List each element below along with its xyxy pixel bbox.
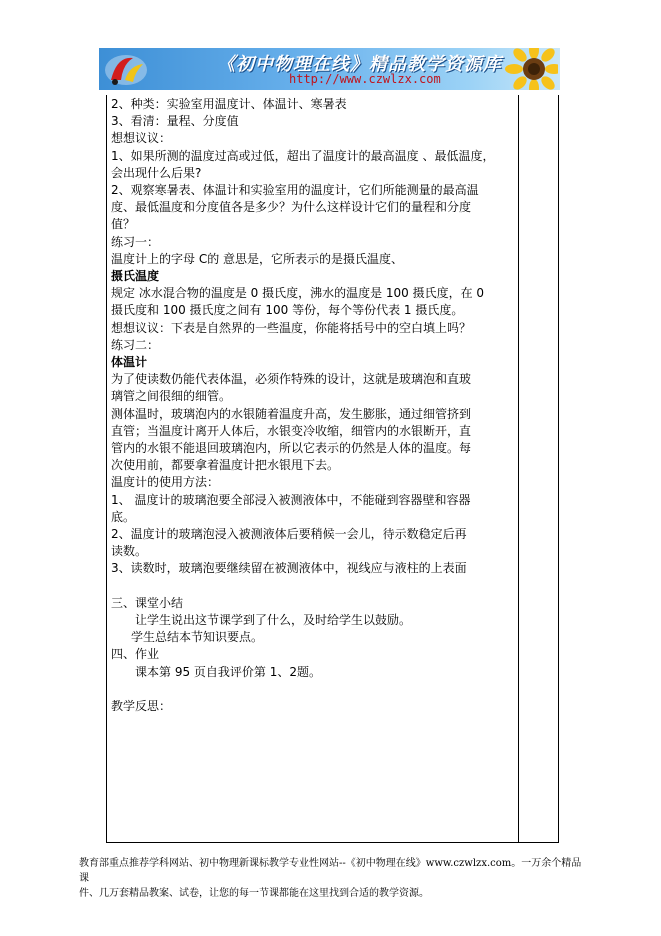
text-line: 课本第 95 页自我评价第 1、2题。: [135, 664, 321, 679]
text-line: 2、种类：实验室用温度计、体温计、寒暑表: [111, 97, 347, 111]
text-line: 次使用前，都要拿着温度计把水银甩下去。: [111, 458, 340, 473]
text-line: 学生总结本节知识要点。: [131, 630, 264, 645]
table-column-divider: [518, 95, 519, 842]
text-line: 值？: [111, 217, 136, 232]
text-line: 2、温度计的玻璃泡浸入被测液体后要稍候一会儿，待示数稳定后再: [111, 527, 467, 542]
footer-line: 件、几万套精品教案、试卷，让您的每一节课都能在这里找到合适的教学资源。: [79, 888, 429, 899]
site-title: 《初中物理在线》精品教学资源库: [217, 54, 502, 75]
text-line: 管内的水银不能退回玻璃泡内，所以它表示的仍然是人体的温度。每: [111, 441, 472, 456]
site-logo-icon: [103, 50, 149, 88]
text-line: 练习二：: [111, 337, 160, 352]
text-line: 练习一：: [111, 234, 160, 249]
text-line: 摄氏度和 100 摄氏度之间有 100 等份，每个等份代表 1 摄氏度。: [111, 303, 464, 318]
site-url[interactable]: http://www.czwlzx.com: [289, 72, 441, 86]
section-heading: 体温计: [111, 355, 148, 370]
text-line: 读数。: [111, 544, 148, 559]
sunflower-icon: [504, 48, 558, 90]
blank-line: [111, 578, 516, 595]
text-line: 底。: [111, 509, 136, 524]
text-line: 1、 温度计的玻璃泡要全部浸入被测液体中，不能碰到容器壁和容器: [111, 492, 471, 507]
text-line: 规定 冰水混合物的温度是 0 摄氏度，沸水的温度是 100 摄氏度，在 0: [111, 286, 485, 301]
reflection-label: 教学反思：: [111, 698, 172, 713]
text-line: 1、如果所测的温度过高或过低，超出了温度计的最高温度 、最低温度，: [111, 148, 495, 163]
text-line: 3、读数时，玻璃泡要继续留在被测液体中，视线应与液柱的上表面: [111, 561, 467, 576]
text-line: 想想议议：: [111, 131, 172, 146]
text-line: 为了使读数仍能代表体温，必须作特殊的设计，这就是玻璃泡和直玻: [111, 372, 472, 387]
lesson-content: [111, 96, 516, 715]
text-line: 度、最低温度和分度值各是多少？为什么这样设计它们的量程和分度: [111, 200, 472, 215]
text-line: 让学生说出这节课学到了什么，及时给学生以鼓励。: [135, 612, 412, 627]
header-banner: [99, 48, 560, 90]
page-footer: [79, 856, 584, 901]
section-heading: 四、作业: [111, 647, 160, 662]
text-line: 会出现什么后果?: [111, 165, 202, 180]
text-line: 2、观察寒暑表、体温计和实验室用的温度计，它们所能测量的最高温: [111, 183, 479, 198]
text-line: 直管；当温度计离开人体后，水银变冷收缩，细管内的水银断开，直: [111, 423, 472, 438]
text-line: 测体温时，玻璃泡内的水银随着温度升高，发生膨胀，通过细管挤到: [111, 406, 472, 421]
text-line: 想想议议：下表是自然界的一些温度，你能将括号中的空白填上吗？: [111, 320, 472, 335]
text-line: 温度计的使用方法：: [111, 475, 220, 490]
blank-line: [111, 681, 516, 698]
section-heading: 三、课堂小结: [111, 595, 184, 610]
text-line: 3、看清：量程、分度值: [111, 114, 239, 129]
footer-line: 教育部重点推荐学科网站、初中物理新课标教学专业性网站--《初中物理在线》www.czwlzx.com。一万余个精品课: [79, 858, 582, 884]
text-line: 温度计上的字母 C的 意思是，它所表示的是摄氏温度、: [111, 251, 404, 266]
text-line: 璃管之间很细的细管。: [111, 389, 232, 404]
section-heading: 摄氏温度: [111, 269, 160, 284]
